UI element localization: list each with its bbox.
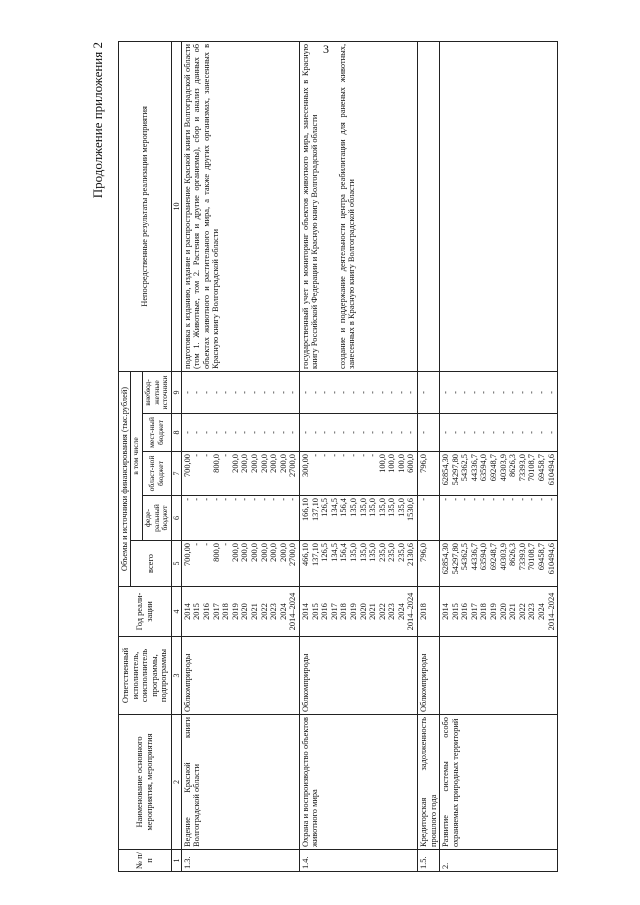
- extrabudget-cell: -: [517, 391, 527, 394]
- local-cell: -: [348, 431, 358, 434]
- extrabudget-cell: -: [489, 391, 499, 394]
- local-cells: [440, 414, 558, 452]
- total-cell: 135,0: [358, 543, 368, 562]
- extrabudget-cell: -: [387, 391, 397, 394]
- extrabudget-cell: -: [527, 391, 537, 394]
- local-cells: [181, 414, 299, 452]
- executor: Облкомприроды: [299, 637, 417, 715]
- extrabudget-cell: -: [377, 391, 387, 394]
- total-cells: [418, 541, 440, 587]
- local-cell: -: [489, 431, 499, 434]
- local-cell: -: [259, 431, 269, 434]
- year-cell: 2014–2024: [288, 592, 298, 631]
- regional-cell: 300,00: [300, 454, 310, 478]
- result-text: государственный учет и мониторинг объектов животного мира, занесенных в Красную книгу Российской Федерации и Красную книгу Волгоградской области: [300, 43, 320, 369]
- total-cell: 2700,0: [288, 543, 298, 567]
- year-cell: 2022: [259, 603, 269, 620]
- local-cell: -: [211, 431, 221, 434]
- total-cell: 8626,3: [508, 543, 518, 567]
- extrabudget-cell: -: [230, 391, 240, 394]
- row-number: 1.4.: [299, 850, 417, 872]
- extrabudget-cell: -: [329, 391, 339, 394]
- colnum: 2: [171, 715, 181, 850]
- year-cell: 2024: [536, 603, 546, 620]
- colnum: 6: [171, 496, 181, 541]
- regional-cell: -: [339, 454, 349, 457]
- year-cell: 2015: [192, 603, 202, 620]
- regional-cell: 100,0: [387, 454, 397, 473]
- year-cell: 2023: [527, 603, 537, 620]
- local-cell: -: [387, 431, 397, 434]
- federal-cell: -: [479, 498, 489, 501]
- extrabudget-cell: -: [182, 391, 192, 394]
- extrabudget-cells: [418, 371, 440, 413]
- regional-cell: 200,0: [249, 454, 259, 473]
- extrabudget-cells: [440, 371, 558, 413]
- regional-cell: 796,0: [419, 454, 429, 473]
- total-cells: [181, 541, 299, 587]
- regional-cell: 200,0: [240, 454, 250, 473]
- local-cell: -: [358, 431, 368, 434]
- year-cell: 2023: [269, 603, 279, 620]
- local-cell: -: [249, 431, 259, 434]
- local-cell: -: [377, 431, 387, 434]
- activity-name: Ведение Красной книги Волгоградской области: [181, 715, 299, 850]
- total-cell: 610494,6: [546, 543, 556, 575]
- federal-cell: -: [527, 498, 537, 501]
- federal-cell: -: [536, 498, 546, 501]
- regional-cell: -: [358, 454, 368, 457]
- regional-cell: 700,00: [182, 454, 192, 478]
- extrabudget-cell: -: [288, 391, 298, 394]
- colnum: 3: [171, 637, 181, 715]
- extrabudget-cell: -: [368, 391, 378, 394]
- federal-cell: -: [450, 498, 460, 501]
- local-cell: -: [288, 431, 298, 434]
- total-cell: 796,0: [419, 543, 429, 562]
- extrabudget-cell: -: [479, 391, 489, 394]
- results-cell: [440, 41, 558, 371]
- local-cell: -: [221, 431, 231, 434]
- regional-cell: -: [348, 454, 358, 457]
- year-cell: 2022: [377, 603, 387, 620]
- year-cell: 2019: [230, 603, 240, 620]
- federal-cell: -: [278, 498, 288, 501]
- regional-cell: 63594,0: [479, 454, 489, 482]
- colnum: 7: [171, 452, 181, 496]
- regional-cell: 54297,80: [450, 454, 460, 486]
- federal-cell: -: [288, 498, 298, 501]
- local-cell: -: [339, 431, 349, 434]
- federal-cell: -: [517, 498, 527, 501]
- results-cell: [299, 41, 417, 371]
- regional-cell: 200,0: [259, 454, 269, 473]
- regional-cell: 54362,5: [460, 454, 470, 482]
- regional-cells: [181, 452, 299, 496]
- extrabudget-cell: -: [310, 391, 320, 394]
- federal-cell: 135,0: [348, 498, 358, 517]
- table-row: [418, 41, 440, 871]
- regional-cells: [440, 452, 558, 496]
- federal-cell: 135,0: [358, 498, 368, 517]
- header-year: Год реали-зации: [119, 587, 172, 637]
- year-cell: 2014–2024: [406, 592, 416, 631]
- total-cell: -: [192, 543, 202, 546]
- local-cell: -: [300, 431, 310, 434]
- local-cell: -: [202, 431, 212, 434]
- total-cell: 466,10: [300, 543, 310, 567]
- regional-cell: -: [368, 454, 378, 457]
- local-cell: -: [460, 431, 470, 434]
- extrabudget-cell: -: [406, 391, 416, 394]
- year-cell: 2018: [419, 603, 429, 620]
- year-cell: 2014–2024: [546, 592, 556, 631]
- colnum: 5: [171, 541, 181, 587]
- year-cell: 2018: [221, 603, 231, 620]
- extrabudget-cell: -: [211, 391, 221, 394]
- program-table: [118, 41, 558, 872]
- local-cell: -: [498, 431, 508, 434]
- total-cells: [299, 541, 417, 587]
- federal-cell: 156,4: [339, 498, 349, 517]
- total-cell: 137,10: [310, 543, 320, 567]
- extrabudget-cell: -: [202, 391, 212, 394]
- local-cell: -: [396, 431, 406, 434]
- total-cell: 69458,7: [536, 543, 546, 571]
- local-cell: -: [419, 431, 429, 434]
- regional-cell: 100,0: [377, 454, 387, 473]
- extrabudget-cells: [181, 371, 299, 413]
- extrabudget-cell: -: [508, 391, 518, 394]
- total-cell: 134,5: [329, 543, 339, 562]
- results-cell: [418, 41, 440, 371]
- extrabudget-cell: -: [460, 391, 470, 394]
- total-cell: 135,0: [368, 543, 378, 562]
- header-results: Непосредственные результаты реализации мероприятия: [119, 41, 172, 371]
- row-number: 1.5.: [418, 850, 440, 872]
- year-cell: 2018: [339, 603, 349, 620]
- local-cell: -: [240, 431, 250, 434]
- local-cell: -: [320, 431, 330, 434]
- federal-cell: -: [489, 498, 499, 501]
- header-federal: феде-ральный бюджет: [143, 496, 172, 541]
- regional-cell: -: [202, 454, 212, 457]
- regional-cell: 70108,7: [527, 454, 537, 482]
- federal-cells: [181, 496, 299, 541]
- local-cell: -: [310, 431, 320, 434]
- header-local: мест-ный бюджет: [143, 414, 172, 452]
- total-cell: 200,0: [269, 543, 279, 562]
- table-row: [181, 41, 299, 871]
- extrabudget-cell: -: [450, 391, 460, 394]
- year-cell: 2016: [202, 603, 212, 620]
- federal-cell: 135,0: [368, 498, 378, 517]
- extrabudget-cell: -: [348, 391, 358, 394]
- federal-cell: -: [546, 498, 556, 501]
- total-cell: 2130,6: [406, 543, 416, 567]
- table-row: [299, 41, 417, 871]
- local-cells: [418, 414, 440, 452]
- regional-cell: 200,0: [269, 454, 279, 473]
- executor: [440, 637, 558, 715]
- regional-cell: 40303,9: [498, 454, 508, 482]
- header-extrabudget: внебюд-жетные источники: [143, 371, 172, 413]
- header-regional: област-ной бюджет: [143, 452, 172, 496]
- year-cell: 2020: [358, 603, 368, 620]
- local-cell: -: [182, 431, 192, 434]
- year-cell: 2020: [498, 603, 508, 620]
- federal-cell: -: [269, 498, 279, 501]
- regional-cell: 100,0: [396, 454, 406, 473]
- local-cell: -: [527, 431, 537, 434]
- extrabudget-cell: -: [546, 391, 556, 394]
- total-cell: 70108,7: [527, 543, 537, 571]
- federal-cells: [299, 496, 417, 541]
- year-cell: 2023: [387, 603, 397, 620]
- colnum: 8: [171, 414, 181, 452]
- total-cell: 200,0: [249, 543, 259, 562]
- header-total: всего: [131, 541, 171, 587]
- total-cell: 200,0: [259, 543, 269, 562]
- year-cell: 2014: [182, 603, 192, 620]
- federal-cells: [440, 496, 558, 541]
- regional-cell: 8626,3: [508, 454, 518, 478]
- regional-cell: 600,0: [406, 454, 416, 473]
- extrabudget-cell: -: [419, 391, 429, 394]
- activity-name: Кредиторская задолженность прошлого года: [418, 715, 440, 850]
- year-cells: [418, 587, 440, 637]
- federal-cell: 166,10: [300, 498, 310, 522]
- local-cells: [299, 414, 417, 452]
- year-cell: 2014: [441, 603, 451, 620]
- extrabudget-cell: -: [249, 391, 259, 394]
- regional-cell: -: [310, 454, 320, 457]
- federal-cell: -: [230, 498, 240, 501]
- extrabudget-cell: -: [469, 391, 479, 394]
- total-cell: 62854,30: [441, 543, 451, 575]
- total-cell: 200,0: [240, 543, 250, 562]
- extrabudget-cell: -: [259, 391, 269, 394]
- year-cell: 2017: [469, 603, 479, 620]
- federal-cell: -: [508, 498, 518, 501]
- total-cell: -: [221, 543, 231, 546]
- year-cell: 2021: [368, 603, 378, 620]
- regional-cell: 200,0: [230, 454, 240, 473]
- federal-cell: -: [202, 498, 212, 501]
- total-cell: 156,4: [339, 543, 349, 562]
- year-cell: 2016: [320, 603, 330, 620]
- row-number: 1.3.: [181, 850, 299, 872]
- results-cell: [181, 41, 299, 371]
- local-cell: -: [192, 431, 202, 434]
- local-cell: -: [406, 431, 416, 434]
- total-cell: 69248,7: [489, 543, 499, 571]
- year-cell: 2024: [278, 603, 288, 620]
- total-cell: 135,0: [348, 543, 358, 562]
- activity-name: Охрана и воспроизводство объектов животного мира: [299, 715, 417, 850]
- local-cell: -: [441, 431, 451, 434]
- extrabudget-cell: -: [339, 391, 349, 394]
- colnum: 10: [171, 41, 181, 371]
- federal-cell: -: [240, 498, 250, 501]
- federal-cell: -: [249, 498, 259, 501]
- year-cell: 2019: [348, 603, 358, 620]
- local-cell: -: [546, 431, 556, 434]
- colnum: 9: [171, 371, 181, 413]
- year-cell: 2016: [460, 603, 470, 620]
- year-cell: 2024: [396, 603, 406, 620]
- local-cell: -: [536, 431, 546, 434]
- local-cell: -: [469, 431, 479, 434]
- total-cell: 54362,5: [460, 543, 470, 571]
- federal-cell: 135,0: [377, 498, 387, 517]
- federal-cell: -: [460, 498, 470, 501]
- total-cell: 800,0: [211, 543, 221, 562]
- regional-cell: 200,0: [278, 454, 288, 473]
- local-cell: -: [517, 431, 527, 434]
- colnum: 1: [171, 850, 181, 872]
- rotated-page: [90, 42, 638, 872]
- local-cell: -: [450, 431, 460, 434]
- year-cell: 2014: [300, 603, 310, 620]
- year-cell: 2020: [240, 603, 250, 620]
- header-num: № п/п: [119, 850, 172, 872]
- federal-cell: -: [441, 498, 451, 501]
- extrabudget-cell: -: [441, 391, 451, 394]
- header-executor: Ответственный исполнитель, соисполнитель программы, подпрограммы: [119, 637, 172, 715]
- regional-cell: -: [221, 454, 231, 457]
- federal-cell: 137,10: [310, 498, 320, 522]
- extrabudget-cell: -: [278, 391, 288, 394]
- regional-cells: [299, 452, 417, 496]
- regional-cell: -: [192, 454, 202, 457]
- total-cell: 54297,80: [450, 543, 460, 575]
- federal-cell: -: [498, 498, 508, 501]
- header-including: в том числе: [131, 371, 143, 540]
- year-cells: [181, 587, 299, 637]
- federal-cell: 135,0: [387, 498, 397, 517]
- activity-name: Развитие системы особо охраняемых природных территорий: [440, 715, 558, 850]
- year-cell: 2018: [479, 603, 489, 620]
- year-cell: 2015: [450, 603, 460, 620]
- year-cell: 2017: [211, 603, 221, 620]
- local-cell: -: [479, 431, 489, 434]
- local-cell: -: [368, 431, 378, 434]
- total-cell: 235,0: [387, 543, 397, 562]
- page-number: 3: [323, 42, 329, 56]
- total-cell: 700,00: [182, 543, 192, 567]
- regional-cell: 610494,6: [546, 454, 556, 486]
- federal-cell: 126,5: [320, 498, 330, 517]
- year-cell: 2019: [489, 603, 499, 620]
- regional-cells: [418, 452, 440, 496]
- federal-cell: -: [469, 498, 479, 501]
- executor: Облкомприроды: [181, 637, 299, 715]
- extrabudget-cell: -: [192, 391, 202, 394]
- federal-cells: [418, 496, 440, 541]
- total-cells: [440, 541, 558, 587]
- total-cell: 200,0: [230, 543, 240, 562]
- total-cell: 44336,7: [469, 543, 479, 571]
- total-cell: 200,0: [278, 543, 288, 562]
- result-text: подготовка к изданию, издание и распространение Красной книги Волгоградской области (том 1. Животные, том 2. Растения и другие организмы), сбор и анализ данных об объектах животного и растительного мира, а также других организмах, занесенных в Красную книгу Волгоградской области: [182, 43, 221, 369]
- regional-cell: -: [329, 454, 339, 457]
- regional-cell: -: [320, 454, 330, 457]
- extrabudget-cell: -: [396, 391, 406, 394]
- extrabudget-cell: -: [320, 391, 330, 394]
- regional-cell: 69458,7: [536, 454, 546, 482]
- executor: Облкомприроды: [418, 637, 440, 715]
- colnum: 4: [171, 587, 181, 637]
- year-cell: 2022: [517, 603, 527, 620]
- header-name: Наименование основного мероприятия, мероприятия: [119, 715, 172, 850]
- total-cell: -: [202, 543, 212, 546]
- local-cell: -: [278, 431, 288, 434]
- extrabudget-cell: -: [498, 391, 508, 394]
- extrabudget-cell: -: [240, 391, 250, 394]
- regional-cell: 69248,7: [489, 454, 499, 482]
- local-cell: -: [508, 431, 518, 434]
- extrabudget-cell: -: [300, 391, 310, 394]
- year-cell: 2021: [249, 603, 259, 620]
- federal-cell: -: [221, 498, 231, 501]
- federal-cell: -: [419, 498, 429, 501]
- year-cells: [299, 587, 417, 637]
- federal-cell: 135,0: [396, 498, 406, 517]
- local-cell: -: [230, 431, 240, 434]
- extrabudget-cell: -: [536, 391, 546, 394]
- year-cell: 2021: [508, 603, 518, 620]
- total-cell: 235,0: [377, 543, 387, 562]
- regional-cell: 73393,0: [517, 454, 527, 482]
- federal-cell: 1530,6: [406, 498, 416, 522]
- regional-cell: 800,0: [211, 454, 221, 473]
- year-cells: [440, 587, 558, 637]
- federal-cell: -: [182, 498, 192, 501]
- federal-cell: 134,5: [329, 498, 339, 517]
- total-cell: 126,5: [320, 543, 330, 562]
- year-cell: 2017: [329, 603, 339, 620]
- total-cell: 40303,9: [498, 543, 508, 571]
- local-cell: -: [269, 431, 279, 434]
- federal-cell: -: [259, 498, 269, 501]
- table-row: [440, 41, 558, 871]
- federal-cell: -: [192, 498, 202, 501]
- appendix-caption: Продолжение приложения 2: [90, 42, 105, 199]
- result-text: создание и поддержание деятельности центра реабилитации для раненых животных, занесенных в Красную книгу Волгоградской области: [337, 43, 357, 369]
- regional-cell: 2700,0: [288, 454, 298, 478]
- year-cell: 2015: [310, 603, 320, 620]
- header-funding: Объемы и источники финансирования (тыс.рублей): [119, 371, 131, 586]
- total-cell: 63594,0: [479, 543, 489, 571]
- local-cell: -: [329, 431, 339, 434]
- extrabudget-cell: -: [358, 391, 368, 394]
- extrabudget-cells: [299, 371, 417, 413]
- row-number: 2.: [440, 850, 558, 872]
- federal-cell: -: [211, 498, 221, 501]
- extrabudget-cell: -: [269, 391, 279, 394]
- extrabudget-cell: -: [221, 391, 231, 394]
- regional-cell: 44336,7: [469, 454, 479, 482]
- total-cell: 73393,0: [517, 543, 527, 571]
- total-cell: 235,0: [396, 543, 406, 562]
- regional-cell: 62854,30: [441, 454, 451, 486]
